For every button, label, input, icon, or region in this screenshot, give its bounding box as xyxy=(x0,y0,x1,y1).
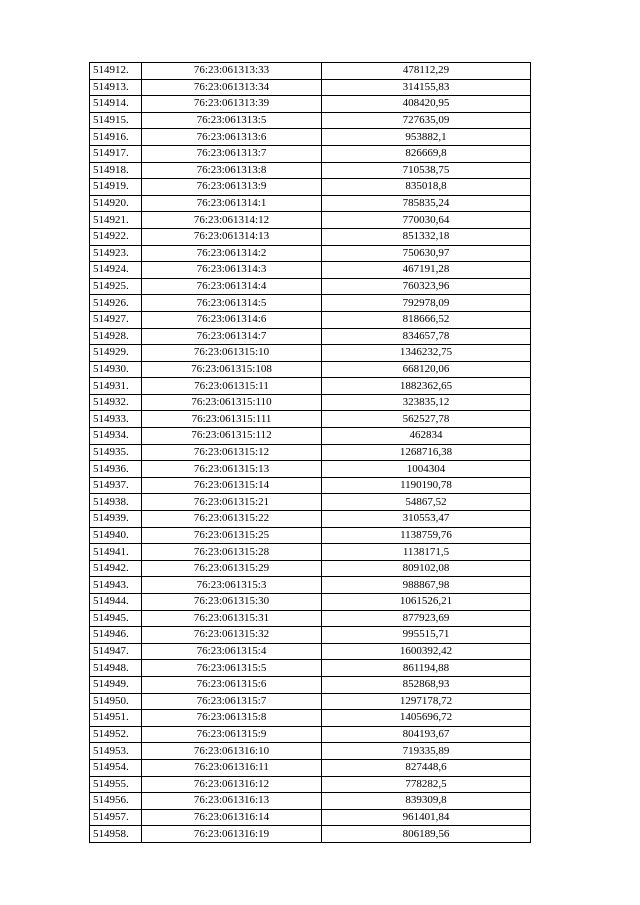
row-number-cell: 514938. xyxy=(90,494,142,511)
cadastral-value-cell: 323835,12 xyxy=(322,394,531,411)
cadastral-number-cell: 76:23:061313:6 xyxy=(142,129,322,146)
cadastral-value-cell: 806189,56 xyxy=(322,826,531,843)
cadastral-value-cell: 719335,89 xyxy=(322,743,531,760)
table-row xyxy=(90,594,531,611)
cadastral-number-cell: 76:23:061315:11 xyxy=(142,378,322,395)
cadastral-number-cell: 76:23:061315:28 xyxy=(142,544,322,561)
cadastral-number-cell: 76:23:061316:10 xyxy=(142,743,322,760)
table-row xyxy=(90,378,531,395)
cadastral-value-cell: 408420,95 xyxy=(322,96,531,113)
table-row xyxy=(90,477,531,494)
cadastral-value-cell: 1138759,76 xyxy=(322,527,531,544)
table-row xyxy=(90,361,531,378)
cadastral-value-cell: 1004304 xyxy=(322,461,531,478)
cadastral-number-cell: 76:23:061315:25 xyxy=(142,527,322,544)
row-number-cell: 514952. xyxy=(90,726,142,743)
row-number-cell: 514913. xyxy=(90,79,142,96)
cadastral-number-cell: 76:23:061314:6 xyxy=(142,311,322,328)
cadastral-number-cell: 76:23:061315:30 xyxy=(142,594,322,611)
cadastral-number-cell: 76:23:061315:14 xyxy=(142,477,322,494)
row-number-cell: 514925. xyxy=(90,278,142,295)
cadastral-value-cell: 462834 xyxy=(322,428,531,445)
cadastral-number-cell: 76:23:061316:11 xyxy=(142,759,322,776)
cadastral-value-cell: 310553,47 xyxy=(322,511,531,528)
cadastral-number-cell: 76:23:061315:31 xyxy=(142,610,322,627)
table-row xyxy=(90,660,531,677)
row-number-cell: 514924. xyxy=(90,262,142,279)
table-row xyxy=(90,743,531,760)
row-number-cell: 514940. xyxy=(90,527,142,544)
row-number-cell: 514951. xyxy=(90,710,142,727)
cadastral-value-cell: 961401,84 xyxy=(322,809,531,826)
row-number-cell: 514919. xyxy=(90,179,142,196)
row-number-cell: 514929. xyxy=(90,345,142,362)
row-number-cell: 514955. xyxy=(90,776,142,793)
table-row xyxy=(90,411,531,428)
cadastral-number-cell: 76:23:061315:10 xyxy=(142,345,322,362)
row-number-cell: 514936. xyxy=(90,461,142,478)
table-row xyxy=(90,494,531,511)
cadastral-number-cell: 76:23:061315:21 xyxy=(142,494,322,511)
table-row xyxy=(90,560,531,577)
cadastral-number-cell: 76:23:061314:13 xyxy=(142,228,322,245)
row-number-cell: 514950. xyxy=(90,693,142,710)
table-row xyxy=(90,195,531,212)
table-row xyxy=(90,96,531,113)
row-number-cell: 514928. xyxy=(90,328,142,345)
table-row xyxy=(90,511,531,528)
table-row xyxy=(90,710,531,727)
table-row xyxy=(90,527,531,544)
table-row xyxy=(90,129,531,146)
row-number-cell: 514920. xyxy=(90,195,142,212)
row-number-cell: 514916. xyxy=(90,129,142,146)
cadastral-number-cell: 76:23:061316:14 xyxy=(142,809,322,826)
table-row xyxy=(90,394,531,411)
cadastral-number-cell: 76:23:061315:7 xyxy=(142,693,322,710)
row-number-cell: 514937. xyxy=(90,477,142,494)
table-row xyxy=(90,544,531,561)
cadastral-value-cell: 750630,97 xyxy=(322,245,531,262)
row-number-cell: 514945. xyxy=(90,610,142,627)
cadastral-number-cell: 76:23:061313:34 xyxy=(142,79,322,96)
table-body xyxy=(90,63,531,843)
table-row xyxy=(90,295,531,312)
cadastral-value-cell: 861194,88 xyxy=(322,660,531,677)
cadastral-value-cell: 827448,6 xyxy=(322,759,531,776)
cadastral-number-cell: 76:23:061315:8 xyxy=(142,710,322,727)
cadastral-value-cell: 995515,71 xyxy=(322,627,531,644)
cadastral-number-cell: 76:23:061314:3 xyxy=(142,262,322,279)
row-number-cell: 514956. xyxy=(90,793,142,810)
table-row xyxy=(90,809,531,826)
row-number-cell: 514912. xyxy=(90,63,142,80)
cadastral-number-cell: 76:23:061315:13 xyxy=(142,461,322,478)
table-row xyxy=(90,826,531,843)
cadastral-value-cell: 1346232,75 xyxy=(322,345,531,362)
table-row xyxy=(90,278,531,295)
row-number-cell: 514934. xyxy=(90,428,142,445)
cadastral-number-cell: 76:23:061315:12 xyxy=(142,444,322,461)
row-number-cell: 514915. xyxy=(90,112,142,129)
table-row xyxy=(90,145,531,162)
table-row xyxy=(90,63,531,80)
table-row xyxy=(90,461,531,478)
row-number-cell: 514918. xyxy=(90,162,142,179)
row-number-cell: 514949. xyxy=(90,676,142,693)
table-row xyxy=(90,726,531,743)
cadastral-number-cell: 76:23:061315:110 xyxy=(142,394,322,411)
cadastral-value-table xyxy=(89,62,531,843)
cadastral-value-cell: 818666,52 xyxy=(322,311,531,328)
cadastral-value-cell: 1061526,21 xyxy=(322,594,531,611)
cadastral-number-cell: 76:23:061314:1 xyxy=(142,195,322,212)
table-row xyxy=(90,311,531,328)
cadastral-value-cell: 851332,18 xyxy=(322,228,531,245)
cadastral-number-cell: 76:23:061316:12 xyxy=(142,776,322,793)
cadastral-value-cell: 988867,98 xyxy=(322,577,531,594)
row-number-cell: 514953. xyxy=(90,743,142,760)
table-row xyxy=(90,428,531,445)
row-number-cell: 514923. xyxy=(90,245,142,262)
cadastral-number-cell: 76:23:061315:9 xyxy=(142,726,322,743)
cadastral-value-cell: 877923,69 xyxy=(322,610,531,627)
cadastral-value-cell: 953882,1 xyxy=(322,129,531,146)
cadastral-value-cell: 785835,24 xyxy=(322,195,531,212)
cadastral-number-cell: 76:23:061315:108 xyxy=(142,361,322,378)
cadastral-value-cell: 478112,29 xyxy=(322,63,531,80)
table-row xyxy=(90,112,531,129)
row-number-cell: 514921. xyxy=(90,212,142,229)
cadastral-number-cell: 76:23:061313:7 xyxy=(142,145,322,162)
row-number-cell: 514930. xyxy=(90,361,142,378)
cadastral-value-cell: 826669,8 xyxy=(322,145,531,162)
cadastral-number-cell: 76:23:061315:32 xyxy=(142,627,322,644)
cadastral-value-cell: 778282,5 xyxy=(322,776,531,793)
table-row xyxy=(90,610,531,627)
cadastral-number-cell: 76:23:061316:13 xyxy=(142,793,322,810)
cadastral-number-cell: 76:23:061313:9 xyxy=(142,179,322,196)
table-row xyxy=(90,179,531,196)
cadastral-number-cell: 76:23:061315:6 xyxy=(142,676,322,693)
cadastral-number-cell: 76:23:061314:7 xyxy=(142,328,322,345)
cadastral-value-cell: 1600392,42 xyxy=(322,643,531,660)
cadastral-value-cell: 852868,93 xyxy=(322,676,531,693)
cadastral-value-cell: 834657,78 xyxy=(322,328,531,345)
cadastral-value-cell: 1405696,72 xyxy=(322,710,531,727)
cadastral-number-cell: 76:23:061315:111 xyxy=(142,411,322,428)
table-row xyxy=(90,345,531,362)
cadastral-number-cell: 76:23:061314:2 xyxy=(142,245,322,262)
table-row xyxy=(90,79,531,96)
table-row xyxy=(90,328,531,345)
row-number-cell: 514957. xyxy=(90,809,142,826)
cadastral-value-cell: 314155,83 xyxy=(322,79,531,96)
table-row xyxy=(90,793,531,810)
row-number-cell: 514944. xyxy=(90,594,142,611)
table-row xyxy=(90,759,531,776)
cadastral-number-cell: 76:23:061313:33 xyxy=(142,63,322,80)
cadastral-number-cell: 76:23:061316:19 xyxy=(142,826,322,843)
row-number-cell: 514931. xyxy=(90,378,142,395)
cadastral-value-cell: 770030,64 xyxy=(322,212,531,229)
cadastral-value-cell: 710538,75 xyxy=(322,162,531,179)
cadastral-value-cell: 562527,78 xyxy=(322,411,531,428)
cadastral-value-cell: 804193,67 xyxy=(322,726,531,743)
cadastral-value-cell: 809102,08 xyxy=(322,560,531,577)
cadastral-number-cell: 76:23:061313:8 xyxy=(142,162,322,179)
cadastral-value-cell: 467191,28 xyxy=(322,262,531,279)
table-row xyxy=(90,444,531,461)
row-number-cell: 514914. xyxy=(90,96,142,113)
row-number-cell: 514917. xyxy=(90,145,142,162)
cadastral-value-cell: 1297178,72 xyxy=(322,693,531,710)
cadastral-value-cell: 668120,06 xyxy=(322,361,531,378)
table-row xyxy=(90,643,531,660)
cadastral-number-cell: 76:23:061313:5 xyxy=(142,112,322,129)
cadastral-number-cell: 76:23:061315:22 xyxy=(142,511,322,528)
cadastral-number-cell: 76:23:061315:112 xyxy=(142,428,322,445)
row-number-cell: 514932. xyxy=(90,394,142,411)
table-row xyxy=(90,245,531,262)
row-number-cell: 514946. xyxy=(90,627,142,644)
cadastral-value-cell: 792978,09 xyxy=(322,295,531,312)
cadastral-number-cell: 76:23:061315:29 xyxy=(142,560,322,577)
cadastral-number-cell: 76:23:061314:12 xyxy=(142,212,322,229)
row-number-cell: 514943. xyxy=(90,577,142,594)
row-number-cell: 514922. xyxy=(90,228,142,245)
table-row xyxy=(90,627,531,644)
row-number-cell: 514948. xyxy=(90,660,142,677)
cadastral-value-cell: 1268716,38 xyxy=(322,444,531,461)
row-number-cell: 514941. xyxy=(90,544,142,561)
row-number-cell: 514958. xyxy=(90,826,142,843)
table-row xyxy=(90,212,531,229)
cadastral-value-cell: 1882362,65 xyxy=(322,378,531,395)
table-row xyxy=(90,776,531,793)
row-number-cell: 514935. xyxy=(90,444,142,461)
cadastral-value-cell: 727635,09 xyxy=(322,112,531,129)
row-number-cell: 514947. xyxy=(90,643,142,660)
cadastral-number-cell: 76:23:061315:3 xyxy=(142,577,322,594)
row-number-cell: 514939. xyxy=(90,511,142,528)
table-row xyxy=(90,162,531,179)
cadastral-number-cell: 76:23:061314:5 xyxy=(142,295,322,312)
cadastral-value-cell: 1138171,5 xyxy=(322,544,531,561)
table-row xyxy=(90,228,531,245)
table-row xyxy=(90,262,531,279)
cadastral-number-cell: 76:23:061313:39 xyxy=(142,96,322,113)
cadastral-value-cell: 839309,8 xyxy=(322,793,531,810)
cadastral-value-cell: 1190190,78 xyxy=(322,477,531,494)
row-number-cell: 514933. xyxy=(90,411,142,428)
row-number-cell: 514942. xyxy=(90,560,142,577)
table-row xyxy=(90,676,531,693)
cadastral-value-cell: 835018,8 xyxy=(322,179,531,196)
cadastral-value-cell: 760323,96 xyxy=(322,278,531,295)
cadastral-number-cell: 76:23:061315:4 xyxy=(142,643,322,660)
cadastral-number-cell: 76:23:061315:5 xyxy=(142,660,322,677)
row-number-cell: 514926. xyxy=(90,295,142,312)
row-number-cell: 514927. xyxy=(90,311,142,328)
cadastral-number-cell: 76:23:061314:4 xyxy=(142,278,322,295)
table-row xyxy=(90,693,531,710)
row-number-cell: 514954. xyxy=(90,759,142,776)
cadastral-value-cell: 54867,52 xyxy=(322,494,531,511)
table-row xyxy=(90,577,531,594)
